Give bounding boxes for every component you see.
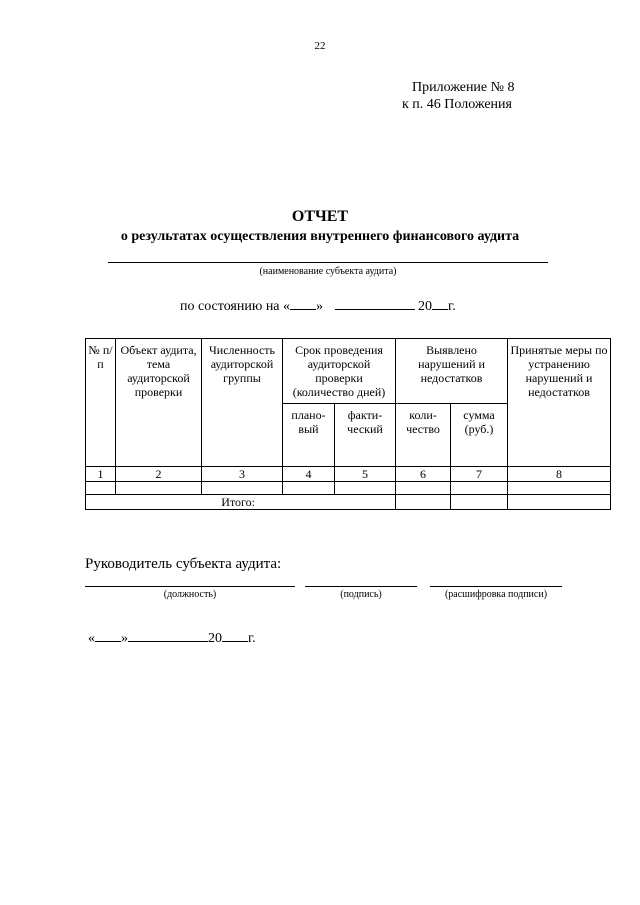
signing-date xyxy=(88,628,256,647)
table-cell xyxy=(451,482,508,495)
date-year-prefix: 20 xyxy=(208,631,222,646)
appendix-number: Приложение № 8 xyxy=(412,80,515,95)
sub-planned-header: плано-вый xyxy=(283,404,335,467)
table-cell xyxy=(202,482,283,495)
report-table xyxy=(85,338,611,510)
table-cell xyxy=(116,482,202,495)
signature-line xyxy=(305,586,417,587)
subject-name-caption: (наименование субъекта аудита) xyxy=(259,266,397,277)
date-close-quote: » xyxy=(121,631,128,646)
report-title: ОТЧЕТ xyxy=(291,208,349,225)
total-cell xyxy=(451,495,508,510)
decoding-line xyxy=(430,586,562,587)
col-object-header: Объект аудита, тема аудиторской проверки xyxy=(116,339,202,467)
col-found-header: Выявлено нарушений и недостатков xyxy=(396,339,508,404)
position-caption: (должность) xyxy=(163,589,217,600)
appendix-reference: к п. 46 Положения xyxy=(402,97,512,112)
date-year-blank xyxy=(222,628,248,642)
as-of-date xyxy=(180,296,456,315)
table-cell xyxy=(335,482,396,495)
col-size-header: Численность аудиторской группы xyxy=(202,339,283,467)
column-number: 4 xyxy=(283,467,335,482)
as-of-prefix: по состоянию на « xyxy=(180,299,291,314)
sub-sum-header: сумма (руб.) xyxy=(451,404,508,467)
column-number: 1 xyxy=(86,467,116,482)
column-number: 8 xyxy=(508,467,611,482)
table-cell xyxy=(508,482,611,495)
total-cell xyxy=(396,495,451,510)
date-day-blank xyxy=(95,628,121,642)
date-open-quote: « xyxy=(88,631,95,646)
position-line xyxy=(85,586,295,587)
total-cell xyxy=(508,495,611,510)
total-row xyxy=(86,495,611,510)
page-number: 22 xyxy=(314,40,326,52)
sub-count-header: коли-чество xyxy=(396,404,451,467)
day-blank xyxy=(290,296,316,310)
year-blank xyxy=(432,296,448,310)
report-subtitle: о результатах осуществления внутреннего финансового аудита xyxy=(120,229,520,244)
table-cell xyxy=(396,482,451,495)
col-measures-header: Принятые меры по устранению нарушений и недостатков xyxy=(508,339,611,467)
col-term-header: Срок проведения аудиторской проверки (количество дней) xyxy=(283,339,396,404)
table-cell xyxy=(86,482,116,495)
column-number-row xyxy=(86,467,611,482)
table-row xyxy=(86,482,611,495)
as-of-close-quote: » xyxy=(316,299,324,314)
signature-caption: (подпись) xyxy=(340,589,382,600)
table-cell xyxy=(283,482,335,495)
sub-actual-header: факти-ческий xyxy=(335,404,396,467)
as-of-year-suffix: г. xyxy=(448,299,456,314)
as-of-year-prefix: 20 xyxy=(418,299,433,314)
subject-name-line xyxy=(108,262,548,263)
head-of-subject-label: Руководитель субъекта аудита: xyxy=(85,556,282,572)
column-number: 7 xyxy=(451,467,508,482)
column-number: 3 xyxy=(202,467,283,482)
column-number: 2 xyxy=(116,467,202,482)
column-number: 6 xyxy=(396,467,451,482)
date-year-suffix: г. xyxy=(248,631,256,646)
column-number: 5 xyxy=(335,467,396,482)
month-blank xyxy=(335,296,415,310)
col-num-header: № п/п xyxy=(86,339,116,467)
decoding-caption: (расшифровка подписи) xyxy=(444,589,548,600)
date-month-blank xyxy=(128,628,208,642)
total-label: Итого: xyxy=(86,495,396,510)
